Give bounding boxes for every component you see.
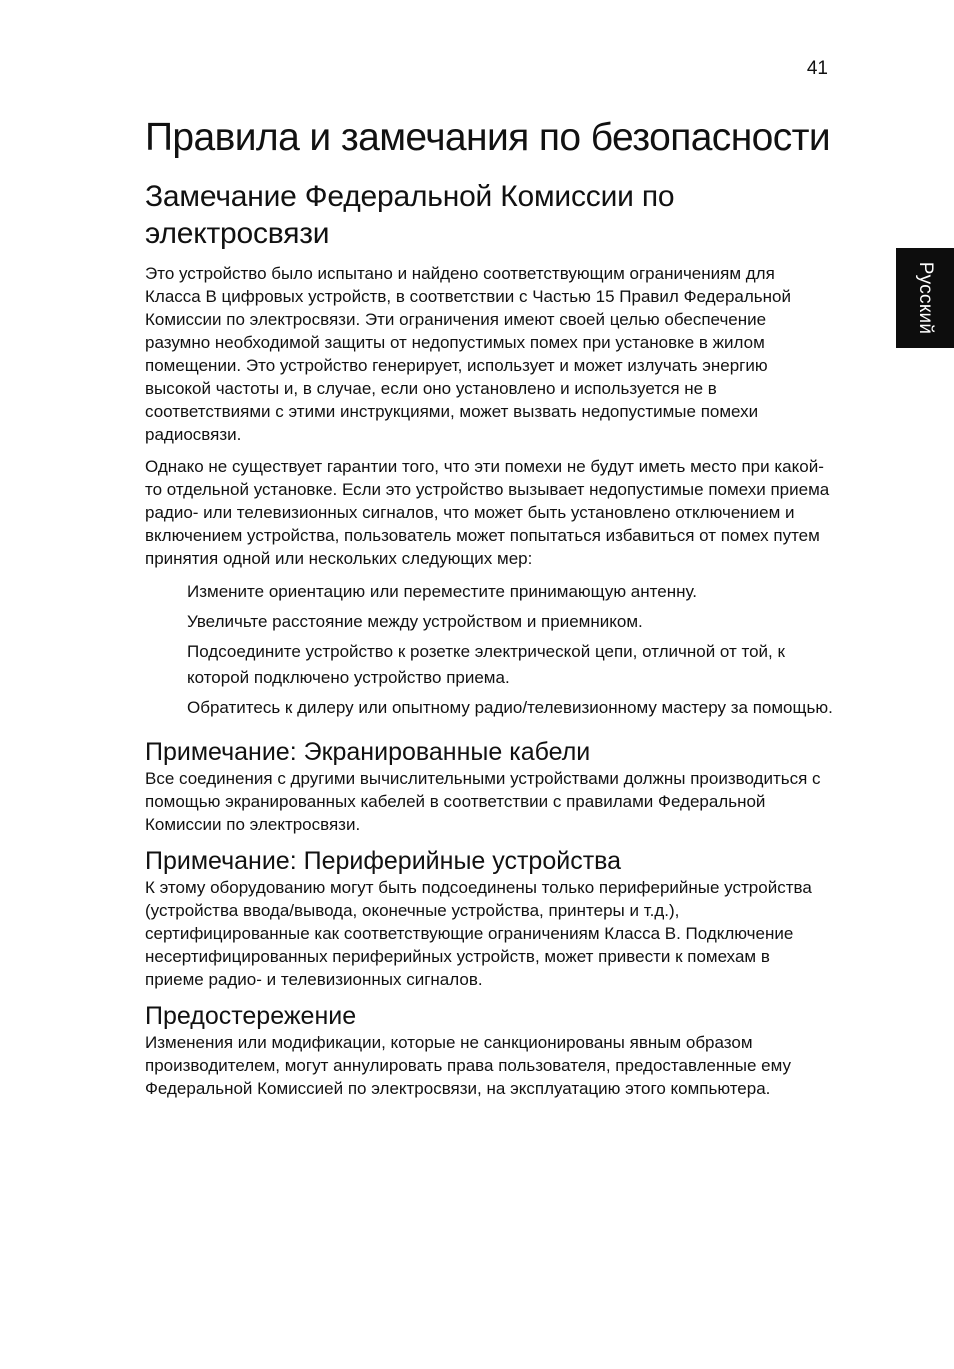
list-item: Обратитесь к дилеру или опытному радио/телевизионному мастеру за помощью. [187, 698, 833, 717]
language-tab-label: Русский [915, 261, 936, 335]
page-title: Правила и замечания по безопасности [145, 116, 831, 159]
fcc-paragraph: Однако не существует гарантии того, что эти помехи не будут иметь место при какой-то отдельной установке. Если это устройство вызывает недопустимые помехи приема радио- или телевизионных сигналов, что может быть установлено отключением и включением устройства, пользователь может попытаться избавиться от помех путем принятия одной или нескольких следующих мер: [145, 457, 830, 568]
caution-heading: Предостережение [145, 1002, 357, 1030]
page-number: 41 [806, 58, 828, 79]
measures-list [145, 579, 833, 721]
page-content [145, 112, 833, 1110]
fcc-heading: Замечание Федеральной Комиссии по электросвязи [145, 180, 675, 250]
peripherals-text: К этому оборудованию могут быть подсоединены только периферийные устройства (устройства ввода/вывода, оконечные устройства, принтеры и т.д.), сертифицированные как соответствующие ограничениям Класса B. Подключение несертифицированных периферийных устройств, может привести к помехам в приеме радио- и телевизионных сигналов. [145, 878, 812, 989]
peripherals-heading: Примечание: Периферийные устройства [145, 847, 622, 875]
shielded-cables-section [145, 737, 833, 836]
shielded-cables-text: Все соединения с другими вычислительными устройствами должны производиться с помощью экранированных кабелей в соответствии с правилами Федеральной Комиссии по электросвязи. [145, 769, 821, 834]
list-item: Подсоедините устройство к розетке электрической цепи, отличной от той, к которой подключено устройство приема. [187, 642, 785, 687]
caution-section [145, 1001, 833, 1100]
caution-text: Изменения или модификации, которые не санкционированы явным образом производителем, могут аннулировать права пользователя, предоставленные ему Федеральной Комиссией по электросвязи, на эксплуатацию этого компьютера. [145, 1033, 791, 1098]
language-tab [896, 248, 954, 348]
peripherals-section [145, 846, 833, 991]
list-item: Увеличьте расстояние между устройством и приемником. [187, 612, 643, 631]
fcc-section [145, 178, 833, 721]
list-item: Измените ориентацию или переместите принимающую антенну. [187, 582, 697, 601]
fcc-paragraph: Это устройство было испытано и найдено соответствующим ограничениям для Класса B цифровых устройств, в соответствии с Частью 15 Правил Федеральной Комиссии по электросвязи. Эти ограничения имеют своей целью обеспечение разумно необходимой защиты от недопустимых помех при установке в жилом помещении. Это устройство генерирует, использует и может излучать энергию высокой частоты и, в случае, если оно установлено и используется не в соответствиями с этими инструкциями, может вызвать недопустимые помехи радиосвязи. [145, 264, 791, 444]
shielded-cables-heading: Примечание: Экранированные кабели [145, 738, 591, 766]
